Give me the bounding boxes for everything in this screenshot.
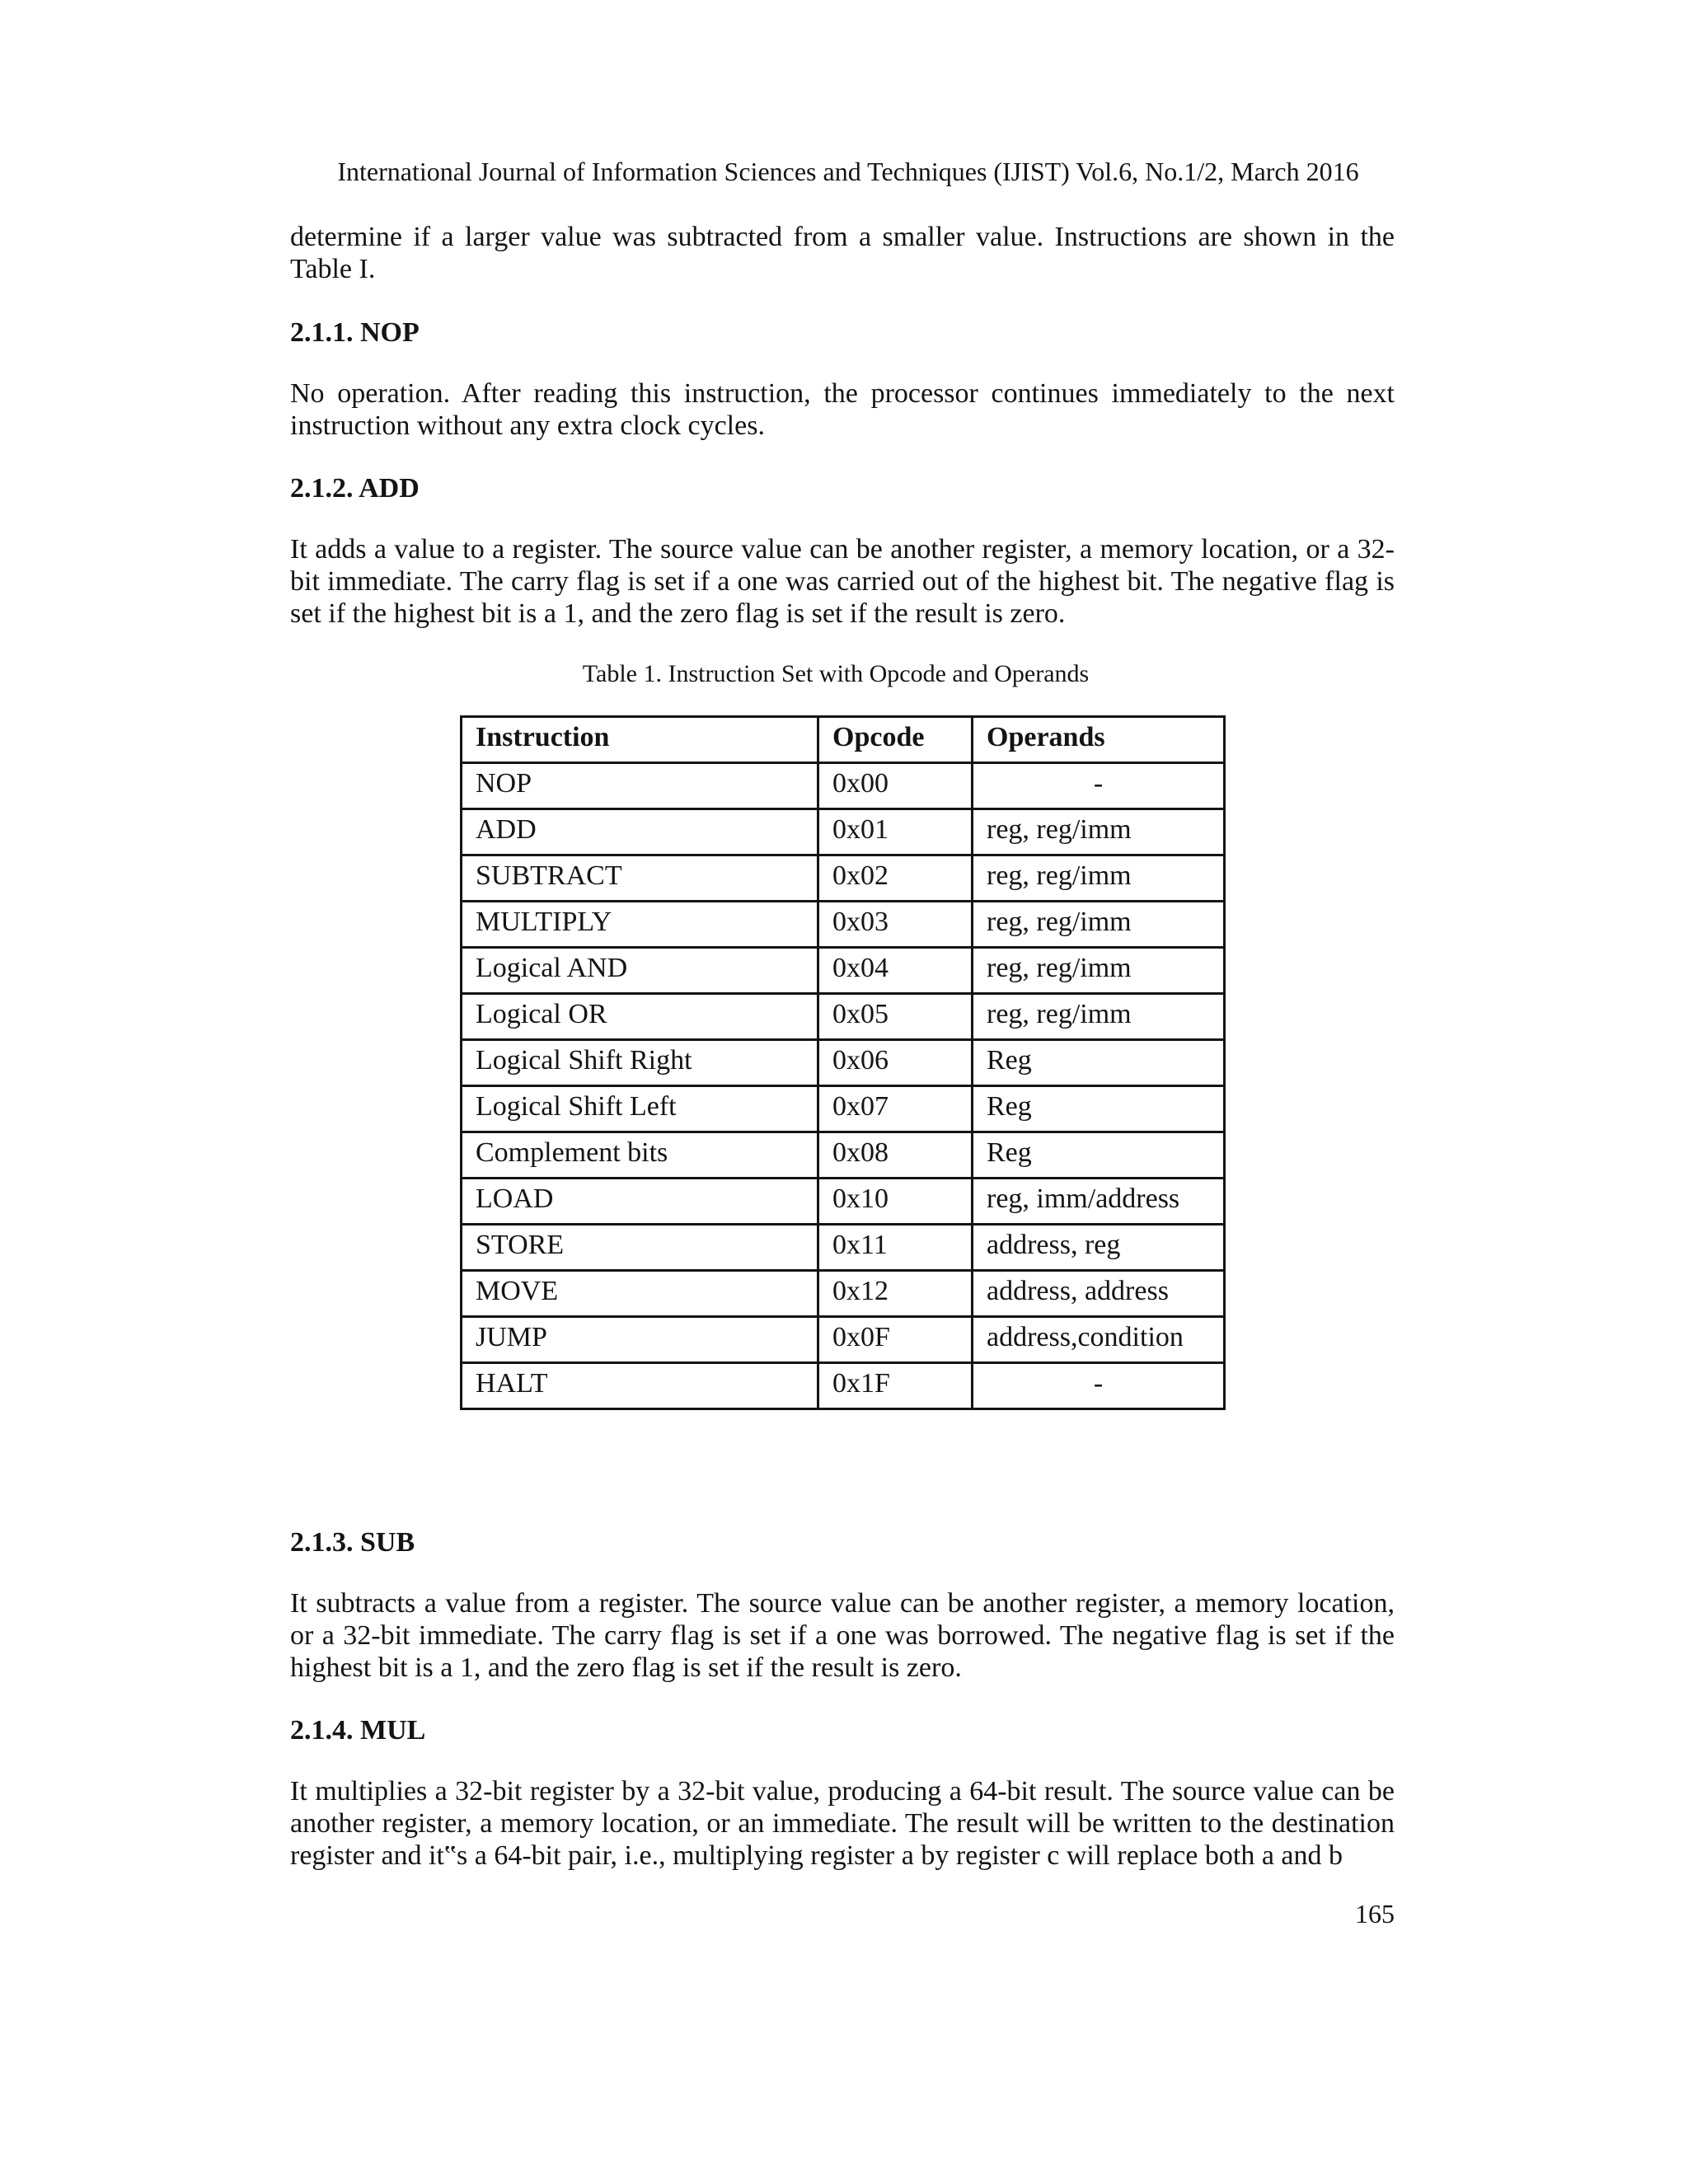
opcode-cell: 0x1F	[818, 1363, 973, 1409]
opcode-cell: 0x05	[818, 994, 973, 1040]
instruction-cell: HALT	[462, 1363, 818, 1409]
instruction-cell: JUMP	[462, 1317, 818, 1363]
operands-cell: address, reg	[973, 1225, 1225, 1271]
table-row	[462, 902, 1225, 948]
opcode-cell: 0x06	[818, 1040, 973, 1086]
table-row	[462, 1132, 1225, 1179]
table-row	[462, 948, 1225, 994]
table-row	[462, 855, 1225, 902]
table-row	[462, 1086, 1225, 1132]
opcode-cell: 0x08	[818, 1132, 973, 1179]
table-row	[462, 1271, 1225, 1317]
opcode-cell: 0x0F	[818, 1317, 973, 1363]
table-row	[462, 809, 1225, 855]
running-header: International Journal of Information Sciences and Techniques (IJIST) Vol.6, No.1/2, March 2016	[337, 157, 1359, 186]
opcode-cell: 0x02	[818, 855, 973, 902]
opcode-cell: 0x04	[818, 948, 973, 994]
intro-paragraph: determine if a larger value was subtracted from a smaller value. Instructions are shown in the Table I.	[290, 222, 1395, 284]
section-heading-mul: 2.1.4. MUL	[290, 1715, 426, 1746]
operands-cell: reg, imm/address	[973, 1179, 1225, 1225]
table-row	[462, 1225, 1225, 1271]
operands-cell: -	[973, 763, 1225, 809]
page-number: 165	[1355, 1899, 1395, 1929]
table-row	[462, 763, 1225, 809]
operands-cell: reg, reg/imm	[973, 994, 1225, 1040]
section-heading-nop: 2.1.1. NOP	[290, 317, 420, 348]
operands-cell: address, address	[973, 1271, 1225, 1317]
column-header-operands: Operands	[973, 717, 1225, 763]
operands-cell: reg, reg/imm	[973, 948, 1225, 994]
operands-cell: address,condition	[973, 1317, 1225, 1363]
section-body-add: It adds a value to a register. The source value can be another register, a memory location, or a 32-bit immediate. The carry flag is set if a one was carried out of the highest bit. The negative flag is set if the highest bit is a 1, and the zero flag is set if the result is zero.	[290, 534, 1395, 629]
section-body-nop: No operation. After reading this instruction, the processor continues immediately to the next instruction without any extra clock cycles.	[290, 378, 1395, 441]
operands-cell: -	[973, 1363, 1225, 1409]
operands-cell: Reg	[973, 1040, 1225, 1086]
instruction-cell: Complement bits	[462, 1132, 818, 1179]
section-heading-sub: 2.1.3. SUB	[290, 1527, 415, 1558]
table-row	[462, 1179, 1225, 1225]
instruction-cell: MULTIPLY	[462, 902, 818, 948]
instruction-cell: SUBTRACT	[462, 855, 818, 902]
opcode-cell: 0x12	[818, 1271, 973, 1317]
opcode-cell: 0x10	[818, 1179, 973, 1225]
opcode-cell: 0x07	[818, 1086, 973, 1132]
opcode-cell: 0x11	[818, 1225, 973, 1271]
instruction-cell: MOVE	[462, 1271, 818, 1317]
instruction-cell: Logical Shift Left	[462, 1086, 818, 1132]
instruction-cell: NOP	[462, 763, 818, 809]
instruction-set-table	[460, 715, 1226, 1410]
operands-cell: reg, reg/imm	[973, 855, 1225, 902]
operands-cell: reg, reg/imm	[973, 809, 1225, 855]
operands-cell: Reg	[973, 1086, 1225, 1132]
section-body-sub: It subtracts a value from a register. The source value can be another register, a memory location, or a 32-bit immediate. The carry flag is set if a one was borrowed. The negative flag is set if the highest bit is a 1, and the zero flag is set if the result is zero.	[290, 1588, 1395, 1683]
instruction-cell: Logical AND	[462, 948, 818, 994]
instruction-cell: STORE	[462, 1225, 818, 1271]
instruction-cell: LOAD	[462, 1179, 818, 1225]
column-header-instruction: Instruction	[462, 717, 818, 763]
instruction-cell: Logical Shift Right	[462, 1040, 818, 1086]
column-header-opcode: Opcode	[818, 717, 973, 763]
table-row	[462, 1317, 1225, 1363]
table-header-row	[462, 717, 1225, 763]
instruction-cell: Logical OR	[462, 994, 818, 1040]
section-heading-add: 2.1.2. ADD	[290, 473, 420, 504]
section-body-mul: It multiplies a 32-bit register by a 32-bit value, producing a 64-bit result. The source value can be another register, a memory location, or an immediate. The result will be written to the destination register and it‟s a 64-bit pair, i.e., multiplying register a by register c will replace both a and b	[290, 1776, 1395, 1871]
table-row	[462, 1040, 1225, 1086]
opcode-cell: 0x03	[818, 902, 973, 948]
opcode-cell: 0x01	[818, 809, 973, 855]
operands-cell: reg, reg/imm	[973, 902, 1225, 948]
opcode-cell: 0x00	[818, 763, 973, 809]
instruction-cell: ADD	[462, 809, 818, 855]
table-caption: Table 1. Instruction Set with Opcode and Operands	[582, 660, 1090, 687]
table-row	[462, 1363, 1225, 1409]
operands-cell: Reg	[973, 1132, 1225, 1179]
table-row	[462, 994, 1225, 1040]
